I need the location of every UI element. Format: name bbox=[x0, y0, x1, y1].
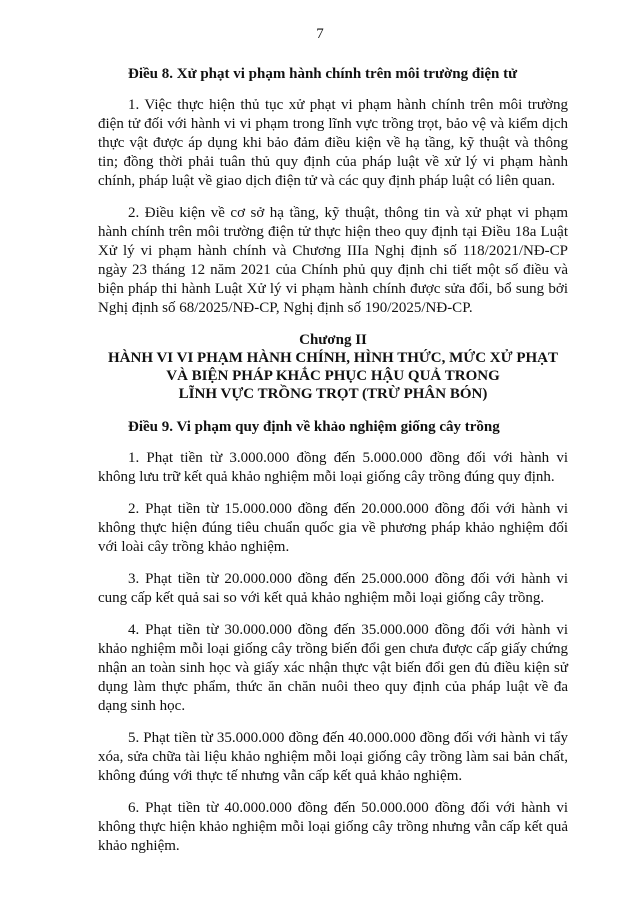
article-8-paragraph-1: 1. Việc thực hiện thủ tục xử phạt vi phạm hành chính trên môi trường điện tử đối với hành vi vi phạm trong lĩnh vực trồng trọt, bảo vệ và kiểm dịch thực vật được áp dụng khi bảo đảm điều kiện về hạ tầng, kỹ thuật và thông tin; đồng thời phải tuân thủ quy định của pháp luật về xử lý vi phạm hành chính, pháp luật về giao dịch điện tử và các quy định pháp luật có liên quan. bbox=[98, 97, 568, 189]
article-9-title: Điều 9. Vi phạm quy định về khảo nghiệm giống cây trồng bbox=[128, 419, 500, 435]
chapter-title-line-2: VÀ BIỆN PHÁP KHẮC PHỤC HẬU QUẢ TRONG bbox=[166, 368, 500, 384]
chapter-number: Chương II bbox=[299, 332, 367, 348]
chapter-title-line-3: LĨNH VỰC TRỒNG TRỌT (TRỪ PHÂN BÓN) bbox=[178, 386, 488, 402]
article-9-paragraph-6: 6. Phạt tiền từ 40.000.000 đồng đến 50.000.000 đồng đối với hành vi không thực hiện khảo nghiệm mỗi loại giống cây trồng nhưng vẫn cấp kết quả khảo nghiệm. bbox=[98, 800, 568, 854]
chapter-heading bbox=[98, 331, 568, 403]
article-9-paragraph-3: 3. Phạt tiền từ 20.000.000 đồng đến 25.000.000 đồng đối với hành vi cung cấp kết quả sai so với kết quả khảo nghiệm mỗi loại giống cây trồng. bbox=[98, 571, 568, 606]
article-9-paragraph-2: 2. Phạt tiền từ 15.000.000 đồng đến 20.000.000 đồng đối với hành vi không thực hiện đúng tiêu chuẩn quốc gia về phương pháp khảo nghiệm đối với loài cây trồng khảo nghiệm. bbox=[98, 501, 568, 555]
article-9-paragraph-5: 5. Phạt tiền từ 35.000.000 đồng đến 40.000.000 đồng đối với hành vi tẩy xóa, sửa chữa tài liệu khảo nghiệm mỗi loại giống cây trồng làm sai bản chất, không đúng với thực tế nhưng vẫn cấp kết quả khảo nghiệm. bbox=[98, 730, 568, 784]
article-8-title: Điều 8. Xử phạt vi phạm hành chính trên môi trường điện tử bbox=[128, 66, 518, 82]
article-9-paragraph-1: 1. Phạt tiền từ 3.000.000 đồng đến 5.000.000 đồng đối với hành vi không lưu trữ kết quả khảo nghiệm mỗi loại giống cây trồng đúng quy định. bbox=[98, 450, 568, 485]
article-9-paragraph-4: 4. Phạt tiền từ 30.000.000 đồng đến 35.000.000 đồng đối với hành vi khảo nghiệm mỗi loại giống cây trồng biến đổi gen chưa được cấp giấy chứng nhận an toàn sinh học và giấy xác nhận thực vật biến đổi gen đủ điều kiện sử dụng làm thực phẩm, thức ăn chăn nuôi theo quy định của pháp luật về đa dạng sinh học. bbox=[98, 622, 568, 714]
chapter-title-line-1: HÀNH VI VI PHẠM HÀNH CHÍNH, HÌNH THỨC, MỨC XỬ PHẠT bbox=[108, 350, 558, 366]
page-content bbox=[98, 64, 568, 869]
article-8-paragraph-2: 2. Điều kiện về cơ sở hạ tầng, kỹ thuật, thông tin và xử phạt vi phạm hành chính trên môi trường điện tử thực hiện theo quy định tại Điều 18a Luật Xử lý vi phạm hành chính và Chương IIIa Nghị định số 118/2021/NĐ-CP ngày 23 tháng 12 năm 2021 của Chính phủ quy định chi tiết một số điều và biện pháp thi hành Luật Xử lý vi phạm hành chính được sửa đổi, bổ sung bởi Nghị định số 68/2025/NĐ-CP, Nghị định số 190/2025/NĐ-CP. bbox=[98, 205, 568, 316]
page-number: 7 bbox=[316, 26, 324, 42]
